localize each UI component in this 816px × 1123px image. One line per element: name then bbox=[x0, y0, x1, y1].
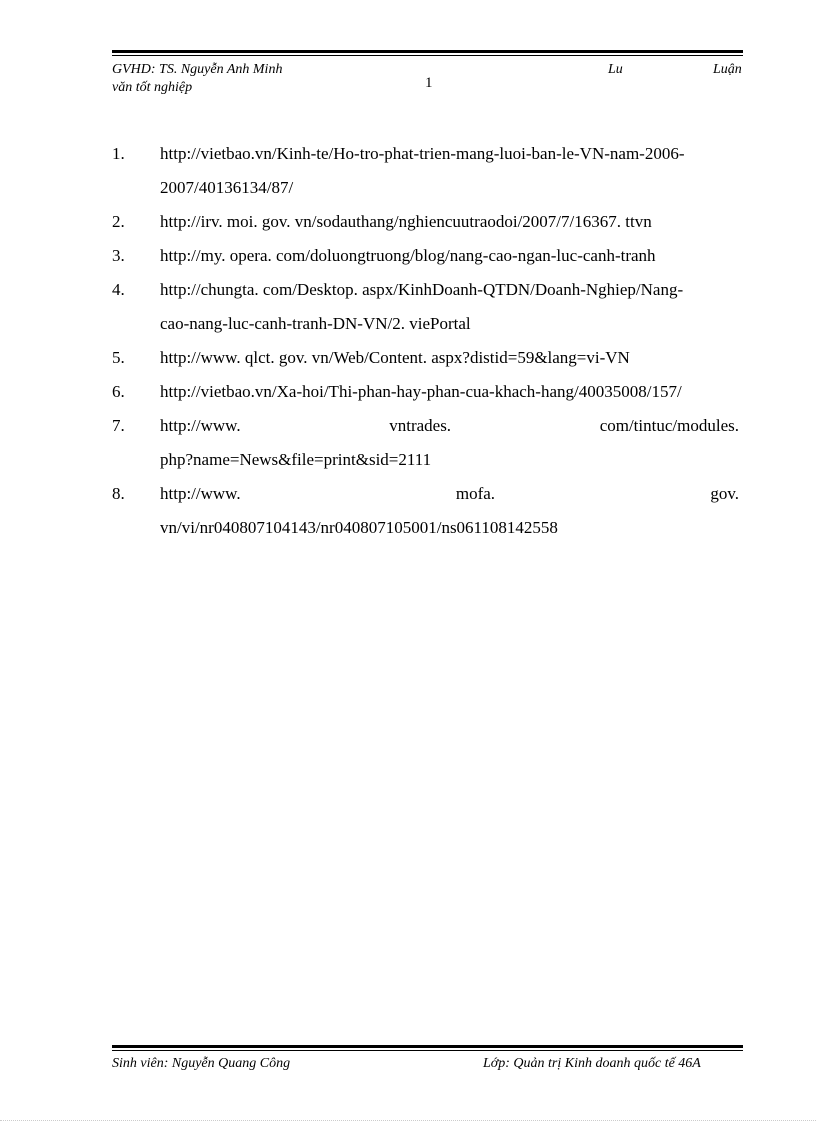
footer-class: Lớp: Quản trị Kinh doanh quốc tế 46A bbox=[483, 1056, 701, 1071]
header-word-luan: Luận bbox=[713, 62, 742, 77]
reference-item bbox=[112, 341, 739, 375]
reference-line bbox=[160, 409, 739, 443]
reference-number: 4. bbox=[112, 280, 125, 299]
reference-item bbox=[112, 273, 739, 341]
reference-number: 3. bbox=[112, 246, 125, 265]
reference-line: php?name=News&file=print&sid=2111 bbox=[160, 450, 432, 469]
reference-item bbox=[112, 477, 739, 545]
reference-line: cao-nang-luc-canh-tranh-DN-VN/2. viePortal bbox=[160, 314, 471, 333]
page-edge-dotted-line bbox=[0, 1120, 816, 1121]
reference-link[interactable] bbox=[160, 375, 739, 409]
reference-number: 2. bbox=[112, 212, 125, 231]
reference-line: 2007/40136134/87/ bbox=[160, 178, 294, 197]
reference-number: 7. bbox=[112, 416, 125, 435]
reference-item bbox=[112, 205, 739, 239]
reference-line: http://irv. moi. gov. vn/sodauthang/nghiencuutraodoi/2007/7/16367. ttvn bbox=[160, 212, 652, 231]
reference-item bbox=[112, 375, 739, 409]
reference-line: http://www. qlct. gov. vn/Web/Content. aspx?distid=59&lang=vi-VN bbox=[160, 348, 630, 367]
reference-link[interactable] bbox=[160, 273, 739, 341]
reference-link[interactable] bbox=[160, 341, 739, 375]
reference-item bbox=[112, 409, 739, 477]
reference-line: http://vietbao.vn/Xa-hoi/Thi-phan-hay-phan-cua-khach-hang/40035008/157/ bbox=[160, 382, 682, 401]
reference-line-segment: http://www. bbox=[160, 484, 241, 503]
reference-line-segment: com/tintuc/modules. bbox=[599, 416, 739, 435]
reference-link[interactable] bbox=[160, 409, 739, 477]
reference-number: 1. bbox=[112, 144, 125, 163]
reference-item bbox=[112, 239, 739, 273]
reference-line: http://my. opera. com/doluongtruong/blog/nang-cao-ngan-luc-canh-tranh bbox=[160, 246, 656, 265]
reference-number: 8. bbox=[112, 484, 125, 503]
header-thesis-type: văn tốt nghiệp bbox=[112, 80, 193, 95]
reference-link[interactable] bbox=[160, 239, 739, 273]
reference-line-segment: gov. bbox=[710, 484, 739, 503]
reference-link[interactable] bbox=[160, 137, 739, 205]
reference-line: http://vietbao.vn/Kinh-te/Ho-tro-phat-trien-mang-luoi-ban-le-VN-nam-2006- bbox=[160, 144, 685, 163]
reference-line: http://chungta. com/Desktop. aspx/KinhDoanh-QTDN/Doanh-Nghiep/Nang- bbox=[160, 280, 684, 299]
reference-line-segment: http://www. bbox=[160, 416, 241, 435]
page-number: 1 bbox=[425, 75, 433, 91]
reference-line bbox=[160, 477, 739, 511]
header-advisor: GVHD: TS. Nguyễn Anh Minh bbox=[112, 62, 283, 77]
reference-number: 5. bbox=[112, 348, 125, 367]
header-rule bbox=[112, 50, 743, 56]
reference-item bbox=[112, 137, 739, 205]
footer-student: Sinh viên: Nguyễn Quang Công bbox=[112, 1056, 291, 1071]
reference-number: 6. bbox=[112, 382, 125, 401]
reference-line: vn/vi/nr040807104143/nr040807105001/ns061108142558 bbox=[160, 518, 558, 537]
reference-link[interactable] bbox=[160, 477, 739, 545]
footer-rule bbox=[112, 1045, 743, 1051]
reference-line-segment: vntrades. bbox=[389, 416, 452, 435]
reference-line-segment: mofa. bbox=[455, 484, 496, 503]
reference-link[interactable] bbox=[160, 205, 739, 239]
header-word-lu: Lu bbox=[608, 62, 623, 77]
reference-list bbox=[112, 137, 739, 545]
